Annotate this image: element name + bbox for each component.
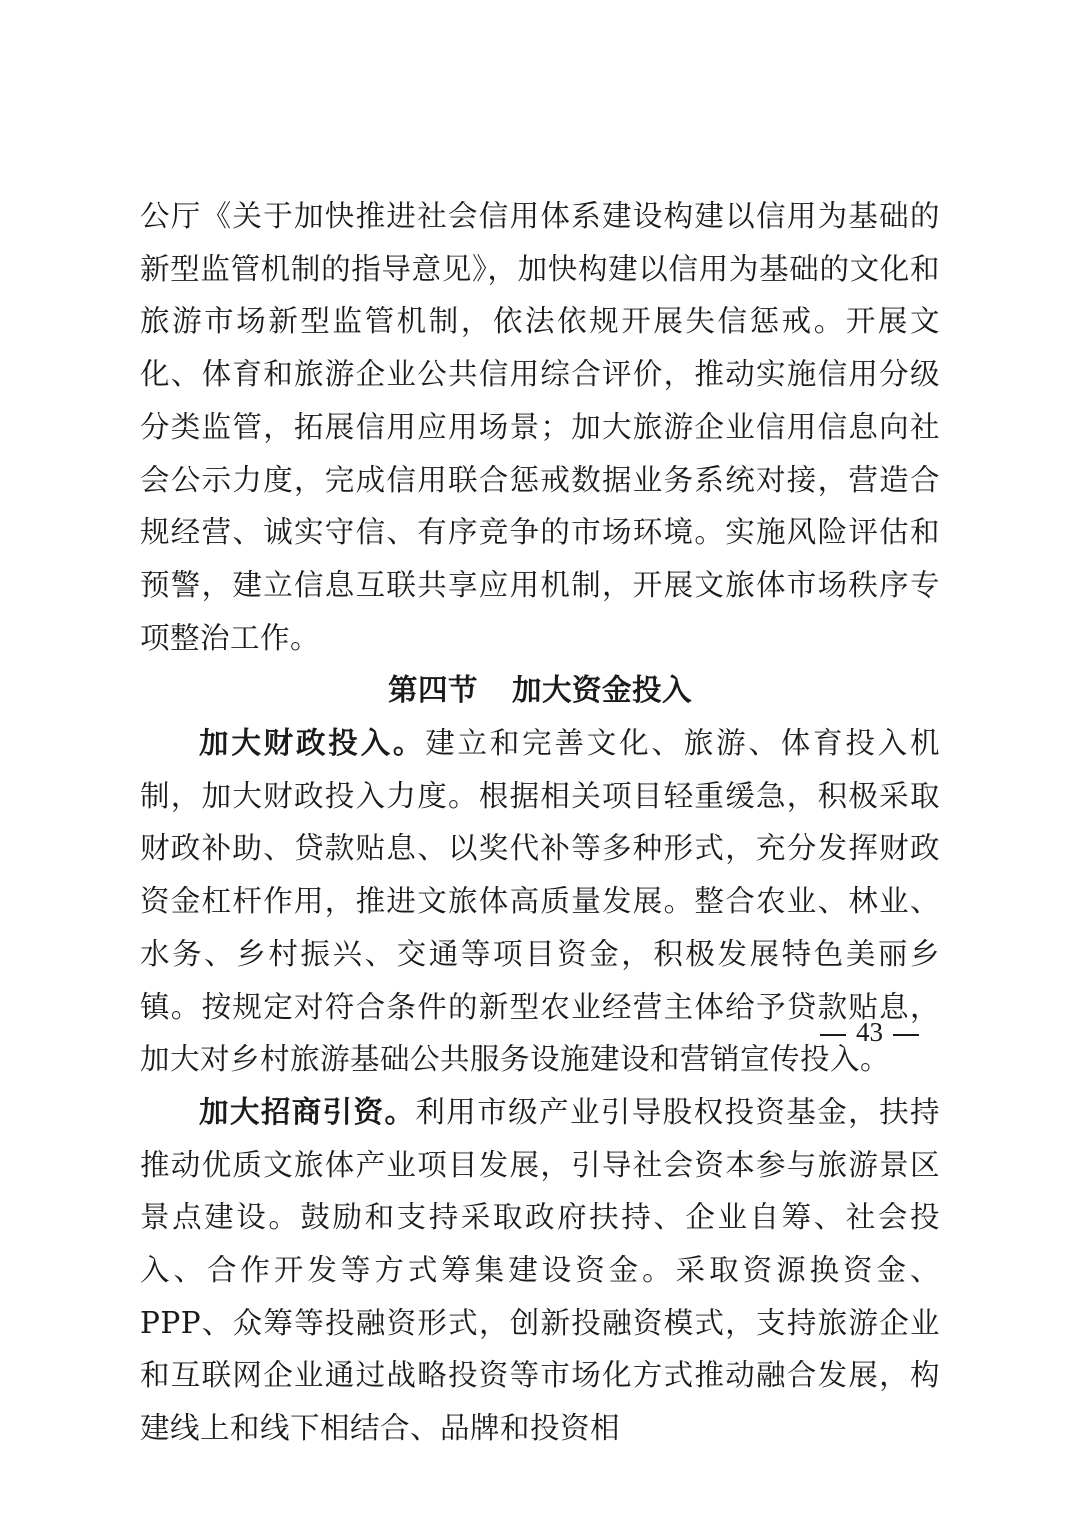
paragraph-body: 利用市级产业引导股权投资基金，扶持推动优质文旅体产业项目发展，引导社会资本参与旅游景区景点建设。鼓励和支持采取政府扶持、企业自筹、社会投入、合作开发等方式筹集建设资金。采取资源换资金、PPP、众筹等投融资形式，创新投融资模式，支持旅游企业和互联网企业通过战略投资等市场化方式推动融合发展，构建线上和线下相结合、品牌和投资相 — [140, 1094, 940, 1446]
paragraph-lead: 加大财政投入。 — [199, 726, 426, 761]
right-dash — [893, 1034, 919, 1036]
paragraph-body: 建立和完善文化、旅游、体育投入机制，加大财政投入力度。根据相关项目轻重缓急，积极采取财政补助、贷款贴息、以奖代补等多种形式，充分发挥财政资金杠杆作用，推进文旅体高质量发展。整合农业、林业、水务、乡村振兴、交通等项目资金，积极发展特色美丽乡镇。按规定对符合条件的新型农业经营主体给予贷款贴息，加大对乡村旅游基础公共服务设施建设和营销宣传投入。 — [140, 726, 940, 1077]
section-number: 第四节 — [387, 673, 478, 708]
intro-paragraph: 公厅《关于加快推进社会信用体系建设构建以信用为基础的新型监管机制的指导意见》，加快构建以信用为基础的文化和旅游市场新型监管机制，依法依规开展失信惩戒。开展文化、体育和旅游企业公共信用综合评价，推动实施信用分级分类监管，拓展信用应用场景；加大旅游企业信用信息向社会公示力度，完成信用联合惩戒数据业务系统对接，营造合规经营、诚实守信、有序竞争的市场环境。实施风险评估和预警，建立信息互联共享应用机制，开展文旅体市场秩序专项整治工作。 — [140, 199, 940, 655]
section-heading — [140, 664, 940, 717]
document-page — [140, 190, 940, 1455]
page-number-value: 43 — [856, 1017, 883, 1047]
page-number — [810, 1017, 929, 1047]
paragraph-lead: 加大招商引资。 — [199, 1094, 416, 1129]
left-dash — [820, 1034, 846, 1036]
paragraph-investment-attraction — [140, 1086, 940, 1455]
section-title: 加大资金投入 — [512, 673, 693, 708]
